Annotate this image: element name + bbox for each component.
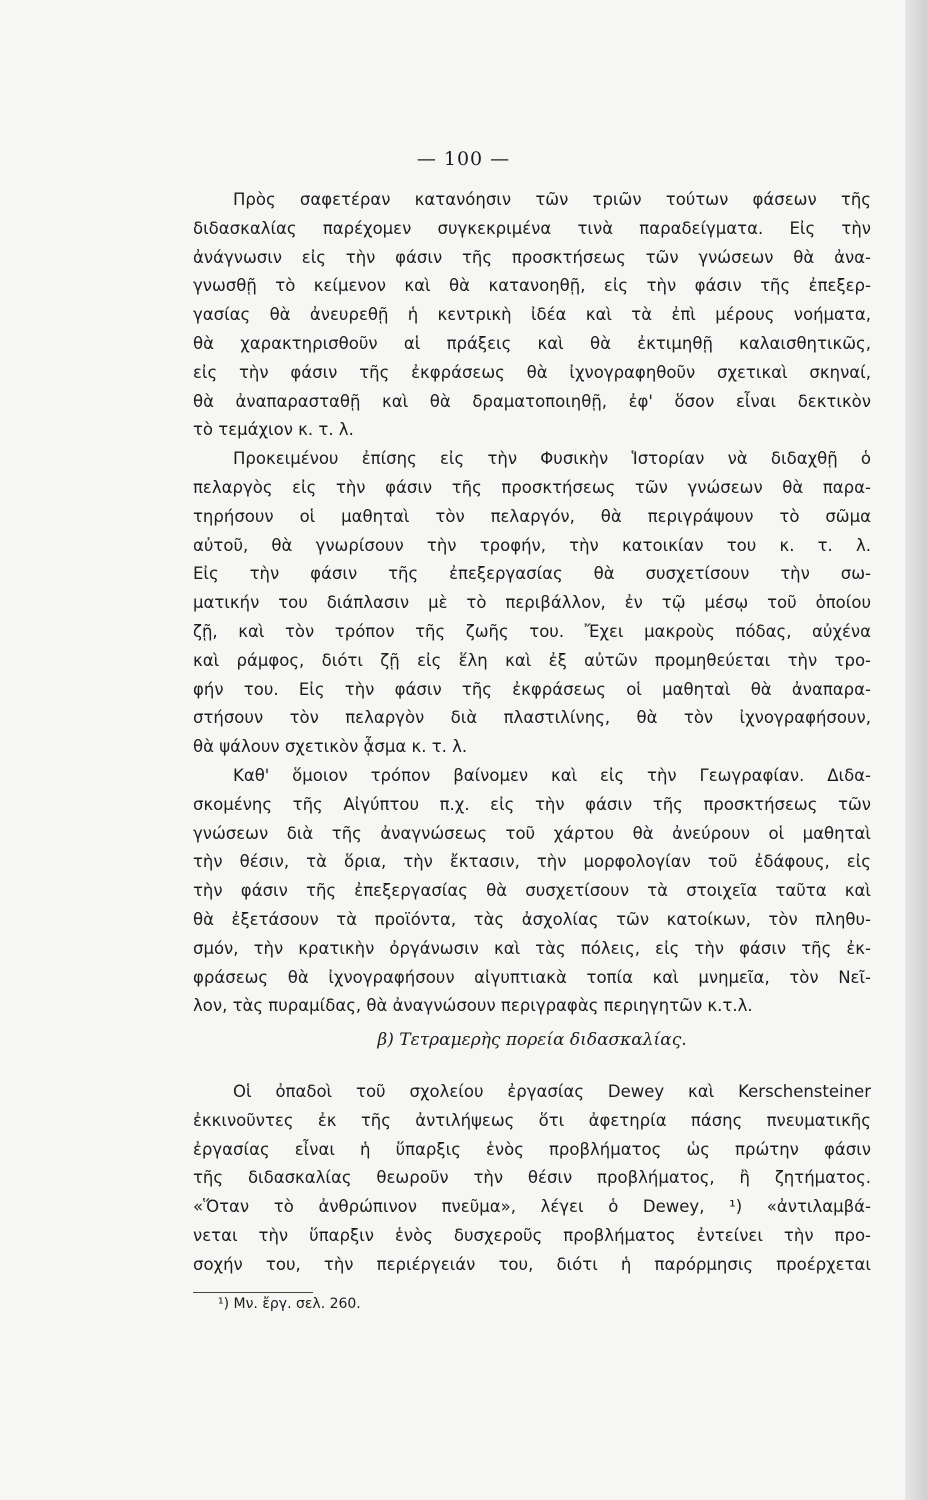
main-text-bottom <box>193 1078 871 1280</box>
text-line: Εἰς τὴν φάσιν τῆς ἐπεξεργασίας θὰ συσχετίσουν τὴν σω- <box>193 564 871 584</box>
text-line: τηρήσουν οἱ μαθηταὶ τὸν πελαργόν, θὰ περιγράψουν τὸ σῶμα <box>193 506 871 526</box>
text-line: θὰ ψάλουν σχετικὸν ᾆσμα κ. τ. λ. <box>193 737 468 757</box>
text-line: θὰ χαρακτηρισθοῦν αἱ πράξεις καὶ θὰ ἐκτιμηθῇ καλαισθητικῶς, <box>193 333 871 353</box>
paragraph-natural-history <box>193 445 871 762</box>
text-line: Οἱ ὀπαδοὶ τοῦ σχολείου ἐργασίας Dewey καὶ Kerschensteiner <box>233 1082 871 1101</box>
text-line: σμόν, τὴν κρατικὴν ὀργάνωσιν καὶ τὰς πόλεις, εἰς τὴν φάσιν τῆς ἐκ- <box>193 938 871 958</box>
paragraph-comprehension-examples <box>193 186 871 445</box>
text-line: τὴν θέσιν, τὰ ὅρια, τὴν ἔκτασιν, τὴν μορφολογίαν τοῦ ἐδάφους, εἰς <box>193 852 871 872</box>
text-line: διδασκαλίας παρέχομεν συγκεκριμένα τινὰ παραδείγματα. Εἰς τὴν <box>193 218 871 238</box>
section-heading: β) Τετραμερὴς πορεία διδασκαλίας. <box>377 1030 687 1050</box>
text-line: αὐτοῦ, θὰ γνωρίσουν τὴν τροφήν, τὴν κατοικίαν του κ. τ. λ. <box>193 535 871 555</box>
text-line: φράσεως θὰ ἰχνογραφήσουν αἰγυπτιακὰ τοπία καὶ μνημεῖα, τὸν Νεῖ- <box>193 967 871 987</box>
text-line: σκομένης τῆς Αἰγύπτου π.χ. εἰς τὴν φάσιν τῆς προσκτήσεως τῶν <box>193 794 871 814</box>
text-line: ἐργασίας εἶναι ἡ ὕπαρξις ἑνὸς προβλήματος ὡς πρώτην φάσιν <box>193 1139 871 1159</box>
text-line: τῆς διδασκαλίας θεωροῦν τὴν θέσιν προβλήματος, ἢ ζητήματος. <box>193 1168 871 1188</box>
text-line: Πρὸς σαφετέραν κατανόησιν τῶν τριῶν τούτων φάσεων τῆς <box>233 190 871 209</box>
text-line: θὰ ἐξετάσουν τὰ προϊόντα, τὰς ἀσχολίας τῶν κατοίκων, τὸν πληθυ- <box>193 909 871 929</box>
text-line: «Ὅταν τὸ ἀνθρώπινον πνεῦμα», λέγει ὁ Dewey, ¹) «ἀντιλαμβά- <box>193 1197 871 1217</box>
text-line: ἀνάγνωσιν εἰς τὴν φάσιν τῆς προσκτήσεως τῶν γνώσεων θὰ ἀνα- <box>193 247 871 267</box>
text-line: φήν του. Εἰς τὴν φάσιν τῆς ἐκφράσεως οἱ μαθηταὶ θὰ ἀναπαρα- <box>193 679 871 699</box>
text-line: ματικήν του διάπλασιν μὲ τὸ περιβάλλον, ἐν τῷ μέσῳ τοῦ ὁποίου <box>193 593 871 613</box>
footnote: ¹) Μν. ἔργ. σελ. 260. <box>218 1296 361 1312</box>
text-line: Καθ' ὅμοιον τρόπον βαίνομεν καὶ εἰς τὴν Γεωγραφίαν. Διδα- <box>233 765 871 785</box>
text-line: νεται τὴν ὕπαρξιν ἑνὸς δυσχεροῦς προβλήματος ἐντείνει τὴν προ- <box>193 1225 871 1245</box>
footnote-rule <box>193 1292 313 1293</box>
text-line: ζῇ, καὶ τὸν τρόπον τῆς ζωῆς του. Ἔχει μακροὺς πόδας, αὐχένα <box>193 621 871 641</box>
text-line: Προκειμένου ἐπίσης εἰς τὴν Φυσικὴν Ἱστορίαν νὰ διδαχθῇ ὁ <box>233 449 871 469</box>
text-line: στήσουν τὸν πελαργὸν διὰ πλαστιλίνης, θὰ τὸν ἰχνογραφήσουν, <box>193 708 871 728</box>
text-line: λον, τὰς πυραμίδας, θὰ ἀναγνώσουν περιγραφὰς περιηγητῶν κ.τ.λ. <box>193 996 753 1016</box>
text-line: γνωσθῇ τὸ κείμενον καὶ θὰ κατανοηθῇ, εἰς τὴν φάσιν τῆς ἐπεξερ- <box>193 276 871 296</box>
paragraph-dewey-kerschensteiner <box>193 1078 871 1280</box>
text-line: τὸ τεμάχιον κ. τ. λ. <box>193 420 354 440</box>
text-line: θὰ ἀναπαρασταθῇ καὶ θὰ δραματοποιηθῇ, ἐφ' ὅσον εἶναι δεκτικὸν <box>193 391 871 411</box>
text-line: ἐκκινοῦντες ἐκ τῆς ἀντιλήψεως ὅτι ἀφετηρία πάσης πνευματικῆς <box>193 1110 871 1130</box>
text-line: γασίας θὰ ἀνευρεθῇ ἡ κεντρικὴ ἰδέα καὶ τὰ ἐπὶ μέρους νοήματα, <box>193 305 871 325</box>
text-line: καὶ ράμφος, διότι ζῇ εἰς ἕλη καὶ ἐξ αὐτῶν προμηθεύεται τὴν τρο- <box>193 650 871 670</box>
text-line: γνώσεων διὰ τῆς ἀναγνώσεως τοῦ χάρτου θὰ ἀνεύρουν οἱ μαθηταὶ <box>193 823 871 843</box>
text-line: σοχήν του, τὴν περιέργειάν του, διότι ἡ παρόρμησις προέρχεται <box>193 1254 871 1274</box>
text-line: πελαργὸς εἰς τὴν φάσιν τῆς προσκτήσεως τῶν γνώσεων θὰ παρα- <box>193 477 871 497</box>
main-text-top <box>193 186 871 1021</box>
page-number: — 100 — <box>416 148 511 170</box>
text-line: εἰς τὴν φάσιν τῆς ἐκφράσεως θὰ ἰχνογραφηθοῦν σχετικαὶ σκηναί, <box>193 362 871 382</box>
text-line: τὴν φάσιν τῆς ἐπεξεργασίας θὰ συσχετίσουν τὰ στοιχεῖα ταῦτα καὶ <box>193 881 871 901</box>
paragraph-geography <box>193 762 871 1021</box>
